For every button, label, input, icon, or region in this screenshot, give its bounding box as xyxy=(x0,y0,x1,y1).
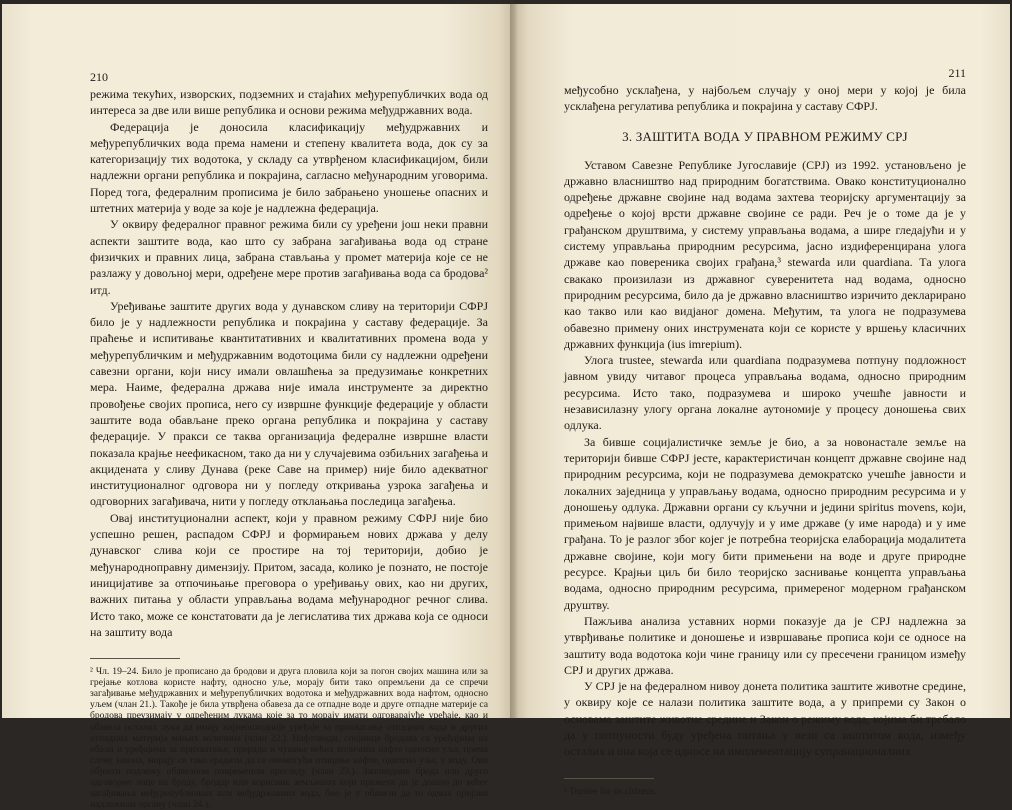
left-paragraph: У оквиру федералног правног режима били су уређени још неки правни аспекти заштите вода, као што су забрана загађивања вода од стране физичких и правних лица, забрана стављања у промет материја које се не разлажу у довољној мери, одређене мере против загађивања вода са бродова² итд. xyxy=(90,217,488,297)
left-page xyxy=(2,4,514,810)
right-paragraph: Улога trustee, stewardа или quardiana подразумева потпуну подложност јавном увиду читавог процеса управљања водама, односно природним ресурсима. Исто тако, подразумева и широко учешће јавности и независилазну улогу органа локалне аутономије у процесу доношења свих одлука. xyxy=(564,353,966,433)
book-spread xyxy=(2,4,1010,810)
left-paragraph: Федерација је доносила класификацију међудржавних и међурепубличких вода према намени и степену квалитета вода, док су за категоризацију тих водотока, у складу са утврђеном класификацијом, били надлежни органи република и покрајина, сагласно међународним уговорима. Поред тога, федералним прописима је било забрањено уношење опасних и штетних материја у воде за које је надлежна федерација. xyxy=(90,119,488,216)
page-number-right: 211 xyxy=(948,66,966,80)
left-paragraph: режима текућих, изворских, подземних и стајаћих међурепубличких вода од интереса за две или више република и основи режима међудржавних вода. xyxy=(90,87,488,118)
footnote-rule-right xyxy=(564,778,654,779)
right-paragraph: За бивше социјалистичке земље је био, а за новонастале земље на територији бивше СФРЈ јесте, карактеристичан концепт државне својине над природним ресурсима, који не подразумева демократско учешће јавности и локалних заједница у управљању водама, односно природним ресурсима и у доношењу одлука. Државни органи су кључни и једини spiritus movens, који, примењом највише власти, одлучују и у име државе (у име народа) и у име грађана. То је разлог због којег је потребна теоријска елаборација модалитета државне својине, који могу бити примењени на воде и друге природне ресурсе. Крајњи циљ би било теоријско заснивање концепта управљања водама, односно природним ресурсима, примереног модерном грађанском друштву. xyxy=(564,434,966,612)
footnote-right: ³ Trustee for its citizens. xyxy=(564,785,657,797)
right-body xyxy=(564,157,966,760)
footnote-rule-left xyxy=(90,658,180,659)
left-paragraph: Овај институционални аспект, који у правном режиму СФРЈ није био успешно решен, распадом СФРЈ и формирањем нових држава у делу дунавског слива који се простире на тој територији, добио је међународноправну димензију. Притом, засада, колико је познато, не постоје иницијативе за отпочињање преговора о уређивању ових, као ни других, важних питања у области управљања водама међународног речног слива. Исто тако, може се констатовати да је легислатива тих држава која се односи на заштиту вода xyxy=(90,510,488,639)
left-body xyxy=(90,86,488,640)
page-number-left: 210 xyxy=(90,70,108,84)
right-paragraph: Уставом Савезне Републике Југославије (СРЈ) из 1992. установљено је државно власништво над природним богатствима. Овако конституционално одређење државне својине над водама захтева теоријску аргументацију за одређење о којој врсти државне својине се ради. Реч је о томе да је у грађанском друштвима, у систему управљања водама, а шире гледајући и у систему управљања природним ресурсима, јасно издиференцирана улога државе као повереника својих грађана,³ stewardа или quardiana. Та улога свакако произилази из државног суверенитета над водама, односно природним ресурсима, било да је државно власништво изричито декларирано као такво или као видјаног домена. Међутим, та улога не подразумева обавезно примену оних инструмената који се користе у вршењу класичних државних функција (ius imrepium). xyxy=(564,157,966,351)
left-paragraph: Уређивање заштите других вода у дунавском сливу на територији СФРЈ било је у надлежности република и покрајина у саставу федерације. За праћење и испитивање квантитативних и квалитативних промена вода у међурепубличким и међудржавним водотоцима били су надлежни одређени савезни органи, који нису имали овлашћења за предузимање конкретних мера. Наиме, федерална држава није имала инструменте за директно провођење својих прописа, него су извршне функције федерације у области заштите вода обављане преко органа република и покрајина у саставу федерације. У пракси се таква организација федералне извршне власти показала крајње неефикасном, тако да ни у случајевима озбиљних загађења и акцидената у сливу Дунава (реке Саве на пример) није било адекватног институционалног одговора ни у погледу откривања узрока загађења и одговорних загађивача, нити у погледу отклањања последица загађења. xyxy=(90,298,488,509)
right-intro-paragraph: међусобно усклађена, у најбољем случају у оној мери у којој је била усклађена регулатива република и покрајина у саставу СФРЈ. xyxy=(564,83,966,114)
footnote-left: ² Чл. 19–24. Било је прописано да бродови и друга пловила који за погон својих машина или за грејање котлова користе нафту, односно уље, морају бити тако опремљени да се спречи загађивање међудржавних и међурепубличких водотока и међудржавних вода нафтом, односно уљем (члан 21.). Такође је била утврђена обавеза да се отпадне воде и друге отпадне материје са бродова преузимају у одређеним лукама које за то морају имати одговарајуће уређаје, као и обавеза осталих лука да имају најнеопходније уређаје за прихватање отпадних вода и других отпадних материја мањих количина (члан 22.). Нафтоводи, спојнице бродова са уређајима на обали и уређајима за прихватање, преради и чување већих количина нафте односно уља, према слову закона, морају се тако градити да се онемогући отицање нафте, односно уља, у воду. Ови објекти подлежу обавезном повременом прегледу (члан 23.). Заповедник брода или друго одговорно лице на броду, бродар или корисник земљишта који примети да је дошло до већег загађивања међурепубличких или међудржавних вода, био је у обавези да то одмах пријави надлежном органу (члан 24.). xyxy=(90,666,488,810)
section-heading: 3. ЗАШТИТА ВОДА У ПРАВНОМ РЕЖИМУ СРЈ xyxy=(622,128,908,144)
right-paragraph: У СРЈ је на федералном нивоу донета политика заштите животне средине, у оквиру које се налази политика заштите вода, а у припреми су Закон о основама заштите животне средине и Закон о режиму вода, којима би требало да у потпуности буду уређена питања у вези са заштитом вода, између осталих и она која се односе на имплементацију супранационалних xyxy=(564,679,966,759)
right-page xyxy=(514,4,1010,797)
right-paragraph: Пажљива анализа уставних норми показује да је СРЈ надлежна за утврђивање политике и доношење и извршавање прописа који се односе на заштиту вода водотока који чине границу или су пресечени границом између СРЈ и других држава. xyxy=(564,613,966,677)
